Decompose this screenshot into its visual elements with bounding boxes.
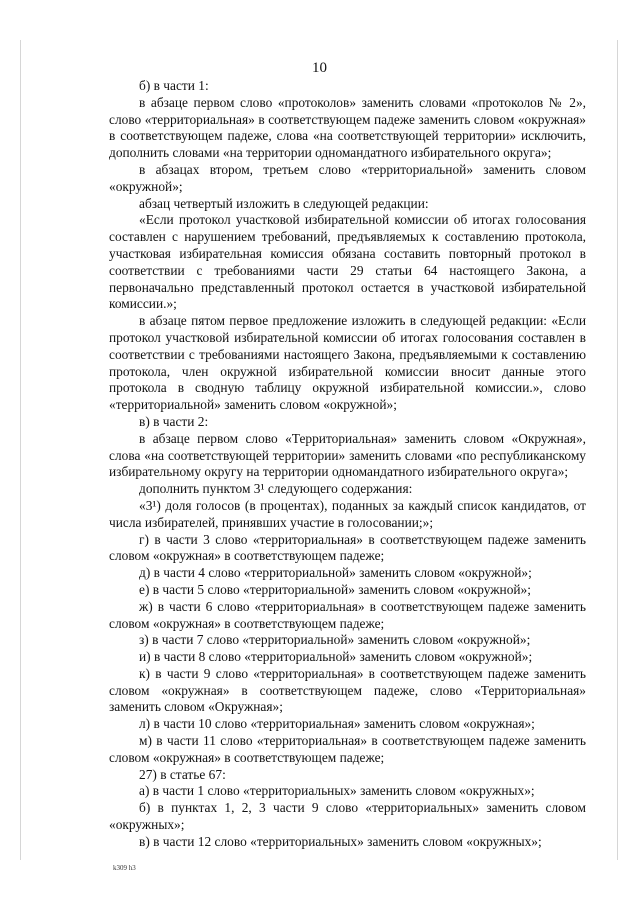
paragraph: м) в части 11 слово «территориальная» в соответствующем падеже заменить словом «окружная» в соответствующем падеже; bbox=[109, 733, 586, 765]
document-body bbox=[109, 78, 586, 851]
footer-document-code: k309 h3 bbox=[113, 864, 136, 872]
paragraph: в абзаце первом слово «протоколов» заменить словами «протоколов № 2», слово «территориальная» в соответствующем падеже заменить словом «окружная» в соответствующем падеже, слова «на соответствующей территории» исключить, дополнить словами «на территории одномандатного избирательного округа»; bbox=[109, 94, 586, 161]
paragraph: б) в части 1: bbox=[139, 78, 209, 93]
paragraph: 27) в статье 67: bbox=[139, 766, 226, 782]
scan-edge-right bbox=[617, 40, 618, 860]
paragraph: дополнить пунктом 3¹ следующего содержания: bbox=[139, 481, 413, 497]
paragraph: в абзаце пятом первое предложение изложить в следующей редакции: «Если протокол участковой избирательной комиссии об итогах голосования составлен в соответствии с требованиями настоящего Закона, предъявляемыми к составлению протокола, член окружной избирательной комиссии вносит данные этого протокола в сводную таблицу окружной избирательной комиссии.», слово «территориальной» заменить словом «окружной»; bbox=[109, 313, 586, 413]
paragraph: «3¹) доля голосов (в процентах), поданных за каждый список кандидатов, от числа избирателей, принявших участие в голосовании;»; bbox=[109, 497, 586, 530]
paragraph: в) в части 2: bbox=[139, 413, 209, 429]
paragraph: з) в части 7 слово «территориальной» заменить словом «окружной»; bbox=[139, 632, 531, 648]
scan-edge-left bbox=[20, 40, 21, 860]
paragraph: «Если протокол участковой избирательной комиссии об итогах голосования составлен с нарушением требований, предъявляемых к составлению протокола, участковая избирательная комиссия обязана составить повторный протокол в соответствии с требованиями части 29 статьи 64 настоящего Закона, а первоначально представленный протокол остается в участковой избирательной комиссии.»; bbox=[109, 212, 586, 312]
page-number: 10 bbox=[312, 60, 327, 76]
paragraph: в абзаце первом слово «Территориальная» заменить словом «Окружная», слова «на соответствующей территории» заменить словами «по республиканскому избирательному округу на территории одномандатного избирательного округа»; bbox=[109, 430, 586, 480]
paragraph: д) в части 4 слово «территориальной» заменить словом «окружной»; bbox=[139, 565, 532, 581]
paragraph: л) в части 10 слово «территориальная» заменить словом «окружная»; bbox=[139, 716, 535, 732]
paragraph: а) в части 1 слово «территориальных» заменить словом «окружных»; bbox=[139, 783, 535, 799]
paragraph: к) в части 9 слово «территориальная» в соответствующем падеже заменить словом «окружная» в соответствующем падеже, слово «Территориальная» заменить словом «Окружная»; bbox=[109, 665, 586, 715]
paragraph: ж) в части 6 слово «территориальная» в соответствующем падеже заменить словом «окружная» в соответствующем падеже; bbox=[109, 598, 586, 631]
paragraph: г) в части 3 слово «территориальная» в соответствующем падеже заменить словом «окружная» в соответствующем падеже; bbox=[109, 531, 586, 564]
paragraph: и) в части 8 слово «территориальной» заменить словом «окружной»; bbox=[139, 649, 533, 665]
paragraph: б) в пунктах 1, 2, 3 части 9 слово «территориальных» заменить словом «окружных»; bbox=[109, 800, 586, 833]
paragraph: е) в части 5 слово «территориальной» заменить словом «окружной»; bbox=[139, 581, 531, 597]
paragraph: абзац четвертый изложить в следующей редакции: bbox=[139, 195, 429, 211]
paragraph: в абзацах втором, третьем слово «территориальной» заменить словом «окружной»; bbox=[109, 161, 586, 194]
paragraph: в) в части 12 слово «территориальных» заменить словом «окружных»; bbox=[139, 833, 542, 849]
